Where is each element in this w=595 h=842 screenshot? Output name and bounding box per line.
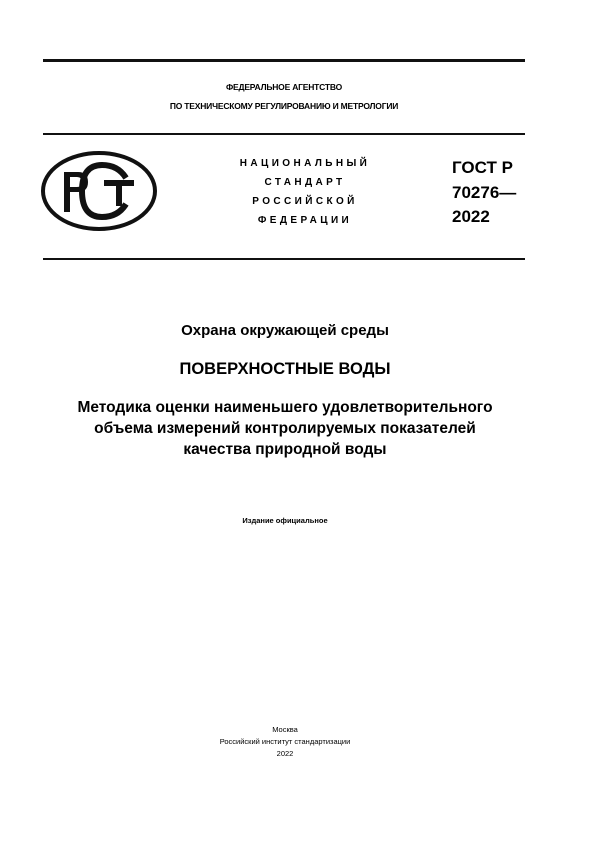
main-title: ПОВЕРХНОСТНЫЕ ВОДЫ xyxy=(179,360,391,378)
agency-line-2: ПО ТЕХНИЧЕСКОМУ РЕГУЛИРОВАНИЮ И МЕТРОЛОГИИ xyxy=(169,101,399,111)
standard-type-line-2: СТАНДАРТ xyxy=(264,177,346,188)
header-rule xyxy=(43,133,525,135)
standard-type-line-3: РОССИЙСКОЙ xyxy=(252,196,358,207)
designation-number: 70276— xyxy=(452,183,517,202)
designation-year: 2022 xyxy=(452,207,490,226)
top-rule xyxy=(43,59,525,62)
rst-gost-emblem-icon xyxy=(40,150,158,232)
subtitle-line-3: качества природной воды xyxy=(183,441,387,458)
subtitle-line-2: объема измерений контролируемых показателей xyxy=(94,420,476,437)
title-rule xyxy=(43,258,525,260)
publisher-city: Москва xyxy=(272,725,298,734)
agency-line-1: ФЕДЕРАЛЬНОЕ АГЕНТСТВО xyxy=(225,82,343,92)
subtitle-line-1: Методика оценки наименьшего удовлетворительного xyxy=(77,399,493,416)
designation-prefix: ГОСТ Р xyxy=(452,158,513,177)
subtitle xyxy=(30,397,540,460)
standard-type-line-1: НАЦИОНАЛЬНЫЙ xyxy=(239,158,371,169)
standard-group-title: Охрана окружающей среды xyxy=(181,322,389,339)
publisher-name: Российский институт стандартизации xyxy=(219,737,351,746)
standard-type-line-4: ФЕДЕРАЦИИ xyxy=(257,215,353,226)
publisher-year: 2022 xyxy=(276,749,294,758)
edition-note: Издание официальное xyxy=(242,516,328,525)
